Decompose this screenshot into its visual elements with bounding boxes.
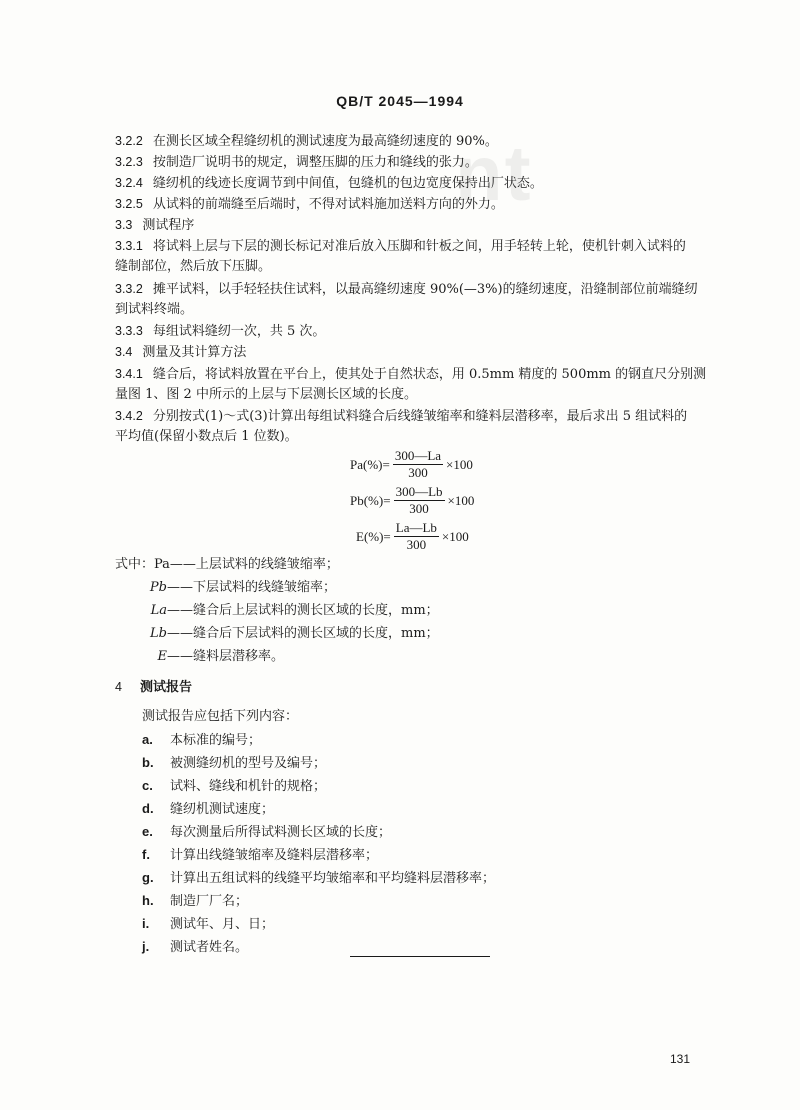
- definition-text: ——下层试料的线缝皱缩率；: [167, 580, 337, 595]
- definition-row: [115, 602, 439, 620]
- paragraph-line: [115, 386, 735, 404]
- paragraph-line: [115, 280, 735, 299]
- item-text: 计算出线缝皱缩率及缝料层潜移率；: [170, 848, 379, 863]
- formula-numerator: 300—La: [394, 448, 442, 463]
- clause-text: 缝合后，将试料放置在平台上，使其处于自然状态，用 0.5mm 精度的 500mm 的钢直尺分别测: [152, 367, 707, 382]
- item-label: i.: [142, 916, 150, 931]
- clause-number: 3.2.3: [115, 155, 143, 169]
- item-text: 本标准的编号；: [170, 733, 262, 748]
- item-label: e.: [142, 824, 153, 839]
- paragraph-line: [115, 428, 735, 446]
- report-item: [142, 915, 274, 934]
- item-text: 缝纫机测试速度；: [170, 802, 275, 817]
- section-4-heading: [115, 676, 192, 695]
- report-item: [142, 938, 248, 957]
- formula-fraction: [394, 520, 439, 553]
- formula-pb: [350, 484, 474, 517]
- definition-symbol: La: [150, 603, 167, 618]
- report-item: [142, 869, 495, 888]
- section-title: 测试报告: [139, 679, 192, 694]
- paragraph-line: [115, 237, 735, 256]
- report-item: [142, 754, 326, 773]
- clause-number: 3.2.5: [115, 197, 143, 211]
- report-item: [142, 777, 326, 796]
- report-item: [142, 892, 248, 911]
- item-label: c.: [142, 778, 153, 793]
- item-text: 测试者姓名。: [170, 940, 249, 955]
- paragraph-line: [115, 322, 735, 341]
- formula-numerator: La—Lb: [395, 520, 437, 535]
- item-text: 试料、缝线和机针的规格；: [170, 779, 327, 794]
- formula-e: [356, 520, 469, 553]
- end-rule: [350, 956, 490, 957]
- formula-lhs: E(%)=: [356, 528, 391, 544]
- definition-symbol: 式中：Pa: [115, 557, 170, 572]
- formula-denominator: 300: [409, 501, 429, 516]
- formula-numerator: 300—Lb: [395, 484, 443, 499]
- formula-multiplier: ×100: [446, 456, 473, 472]
- clause-number: 3.3.3: [115, 324, 143, 338]
- section-number: 3.4: [115, 345, 133, 359]
- item-label: f.: [142, 847, 150, 862]
- definition-text: ——上层试料的线缝皱缩率；: [169, 557, 339, 572]
- item-text: 计算出五组试料的线缝平均皱缩率和平均缝料层潜移率；: [170, 871, 496, 886]
- standard-code-header: QB/T 2045—1994: [336, 93, 464, 109]
- formula-multiplier: ×100: [441, 528, 469, 544]
- paragraph-line: [115, 174, 735, 193]
- clause-text: 在测长区域全程缝纫机的测试速度为最高缝纫速度的 90%。: [152, 134, 498, 149]
- section-number: 3.3: [115, 218, 133, 232]
- formula-pa: [350, 448, 473, 481]
- formula-denominator: 300: [408, 465, 428, 480]
- paragraph-line: [115, 365, 735, 384]
- clause-number: 3.3.2: [115, 282, 143, 296]
- paragraph-line: [115, 258, 735, 276]
- clause-text: 摊平试料，以手轻轻扶住试料，以最高缝纫速度 90%(—3%)的缝纫速度，沿缝制部位前端缝纫: [152, 282, 698, 297]
- paragraph-line: [115, 301, 735, 319]
- definition-text: ——缝料层潜移率。: [167, 649, 285, 664]
- clause-text: 缝纫机的线迹长度调节到中间值，包缝机的包边宽度保持出厂状态。: [152, 176, 543, 191]
- definition-row: [115, 625, 439, 643]
- report-item: [142, 800, 274, 819]
- paragraph-line: [115, 195, 735, 214]
- definition-row: [115, 579, 336, 597]
- report-item: [142, 823, 391, 842]
- definition-symbol: E: [157, 649, 167, 664]
- formula-denominator: 300: [406, 537, 427, 552]
- report-item: [142, 846, 378, 865]
- section-number: 4: [115, 680, 122, 694]
- item-label: g.: [142, 870, 154, 885]
- definition-row: [115, 648, 284, 666]
- item-text: 每次测量后所得试料测长区域的长度；: [170, 825, 392, 840]
- paragraph-line: [115, 216, 735, 235]
- item-label: b.: [142, 755, 154, 770]
- clause-text: 将试料上层与下层的测长标记对准后放入压脚和针板之间，用手轻转上轮，使机针刺入试料的: [152, 239, 686, 254]
- definition-text: ——缝合后上层试料的测长区域的长度，mm；: [167, 603, 439, 618]
- clause-text-continued: 到试料终端。: [115, 302, 194, 317]
- item-label: a.: [142, 732, 153, 747]
- item-text: 被测缝纫机的型号及编号；: [170, 756, 327, 771]
- item-label: j.: [142, 939, 150, 954]
- formula-lhs: Pb(%)=: [350, 492, 391, 508]
- item-label: h.: [142, 893, 154, 908]
- clause-number: 3.2.4: [115, 176, 143, 190]
- paragraph-line: [115, 153, 735, 172]
- clause-number: 3.4.1: [115, 367, 143, 381]
- definition-symbol: Lb: [150, 626, 167, 641]
- clause-text: 从试料的前端缝至后端时，不得对试料施加送料方向的外力。: [152, 197, 504, 212]
- item-text: 制造厂厂名；: [170, 894, 249, 909]
- clause-number: 3.4.2: [115, 409, 143, 423]
- paragraph-line: [115, 132, 735, 151]
- clause-text: 分别按式(1)～式(3)计算出每组试料缝合后线缝皱缩率和缝料层潜移率，最后求出 5 组试料的: [152, 409, 688, 424]
- page-number: 131: [670, 1052, 691, 1066]
- item-label: d.: [142, 801, 154, 816]
- item-text: 测试年、月、日；: [170, 917, 275, 932]
- formula-lhs: Pa(%)=: [350, 456, 390, 472]
- report-intro: 测试报告应包括下列内容：: [142, 709, 299, 724]
- clause-text-continued: 缝制部位，然后放下压脚。: [115, 259, 272, 274]
- clause-text: 每组试料缝纫一次，共 5 次。: [152, 324, 326, 339]
- section-heading: 测试程序: [142, 218, 195, 233]
- watermark: nt: [455, 129, 533, 217]
- formula-fraction: [393, 448, 443, 481]
- paragraph-line: [115, 407, 735, 426]
- report-item: [142, 731, 261, 750]
- formula-fraction: [394, 484, 445, 517]
- section-heading: 测量及其计算方法: [142, 345, 247, 360]
- definition-row: [115, 556, 339, 574]
- clause-number: 3.2.2: [115, 134, 143, 148]
- clause-text-continued: 量图 1、图 2 中所示的上层与下层测长区域的长度。: [115, 387, 417, 402]
- paragraph-line: [115, 343, 735, 362]
- clause-number: 3.3.1: [115, 239, 143, 253]
- definition-symbol: Pb: [149, 580, 167, 595]
- definition-text: ——缝合后下层试料的测长区域的长度，mm；: [167, 626, 439, 641]
- formula-multiplier: ×100: [447, 492, 475, 508]
- clause-text: 按制造厂说明书的规定，调整压脚的压力和缝线的张力。: [152, 155, 478, 170]
- clause-text-continued: 平均值(保留小数点后 1 位数)。: [115, 429, 298, 444]
